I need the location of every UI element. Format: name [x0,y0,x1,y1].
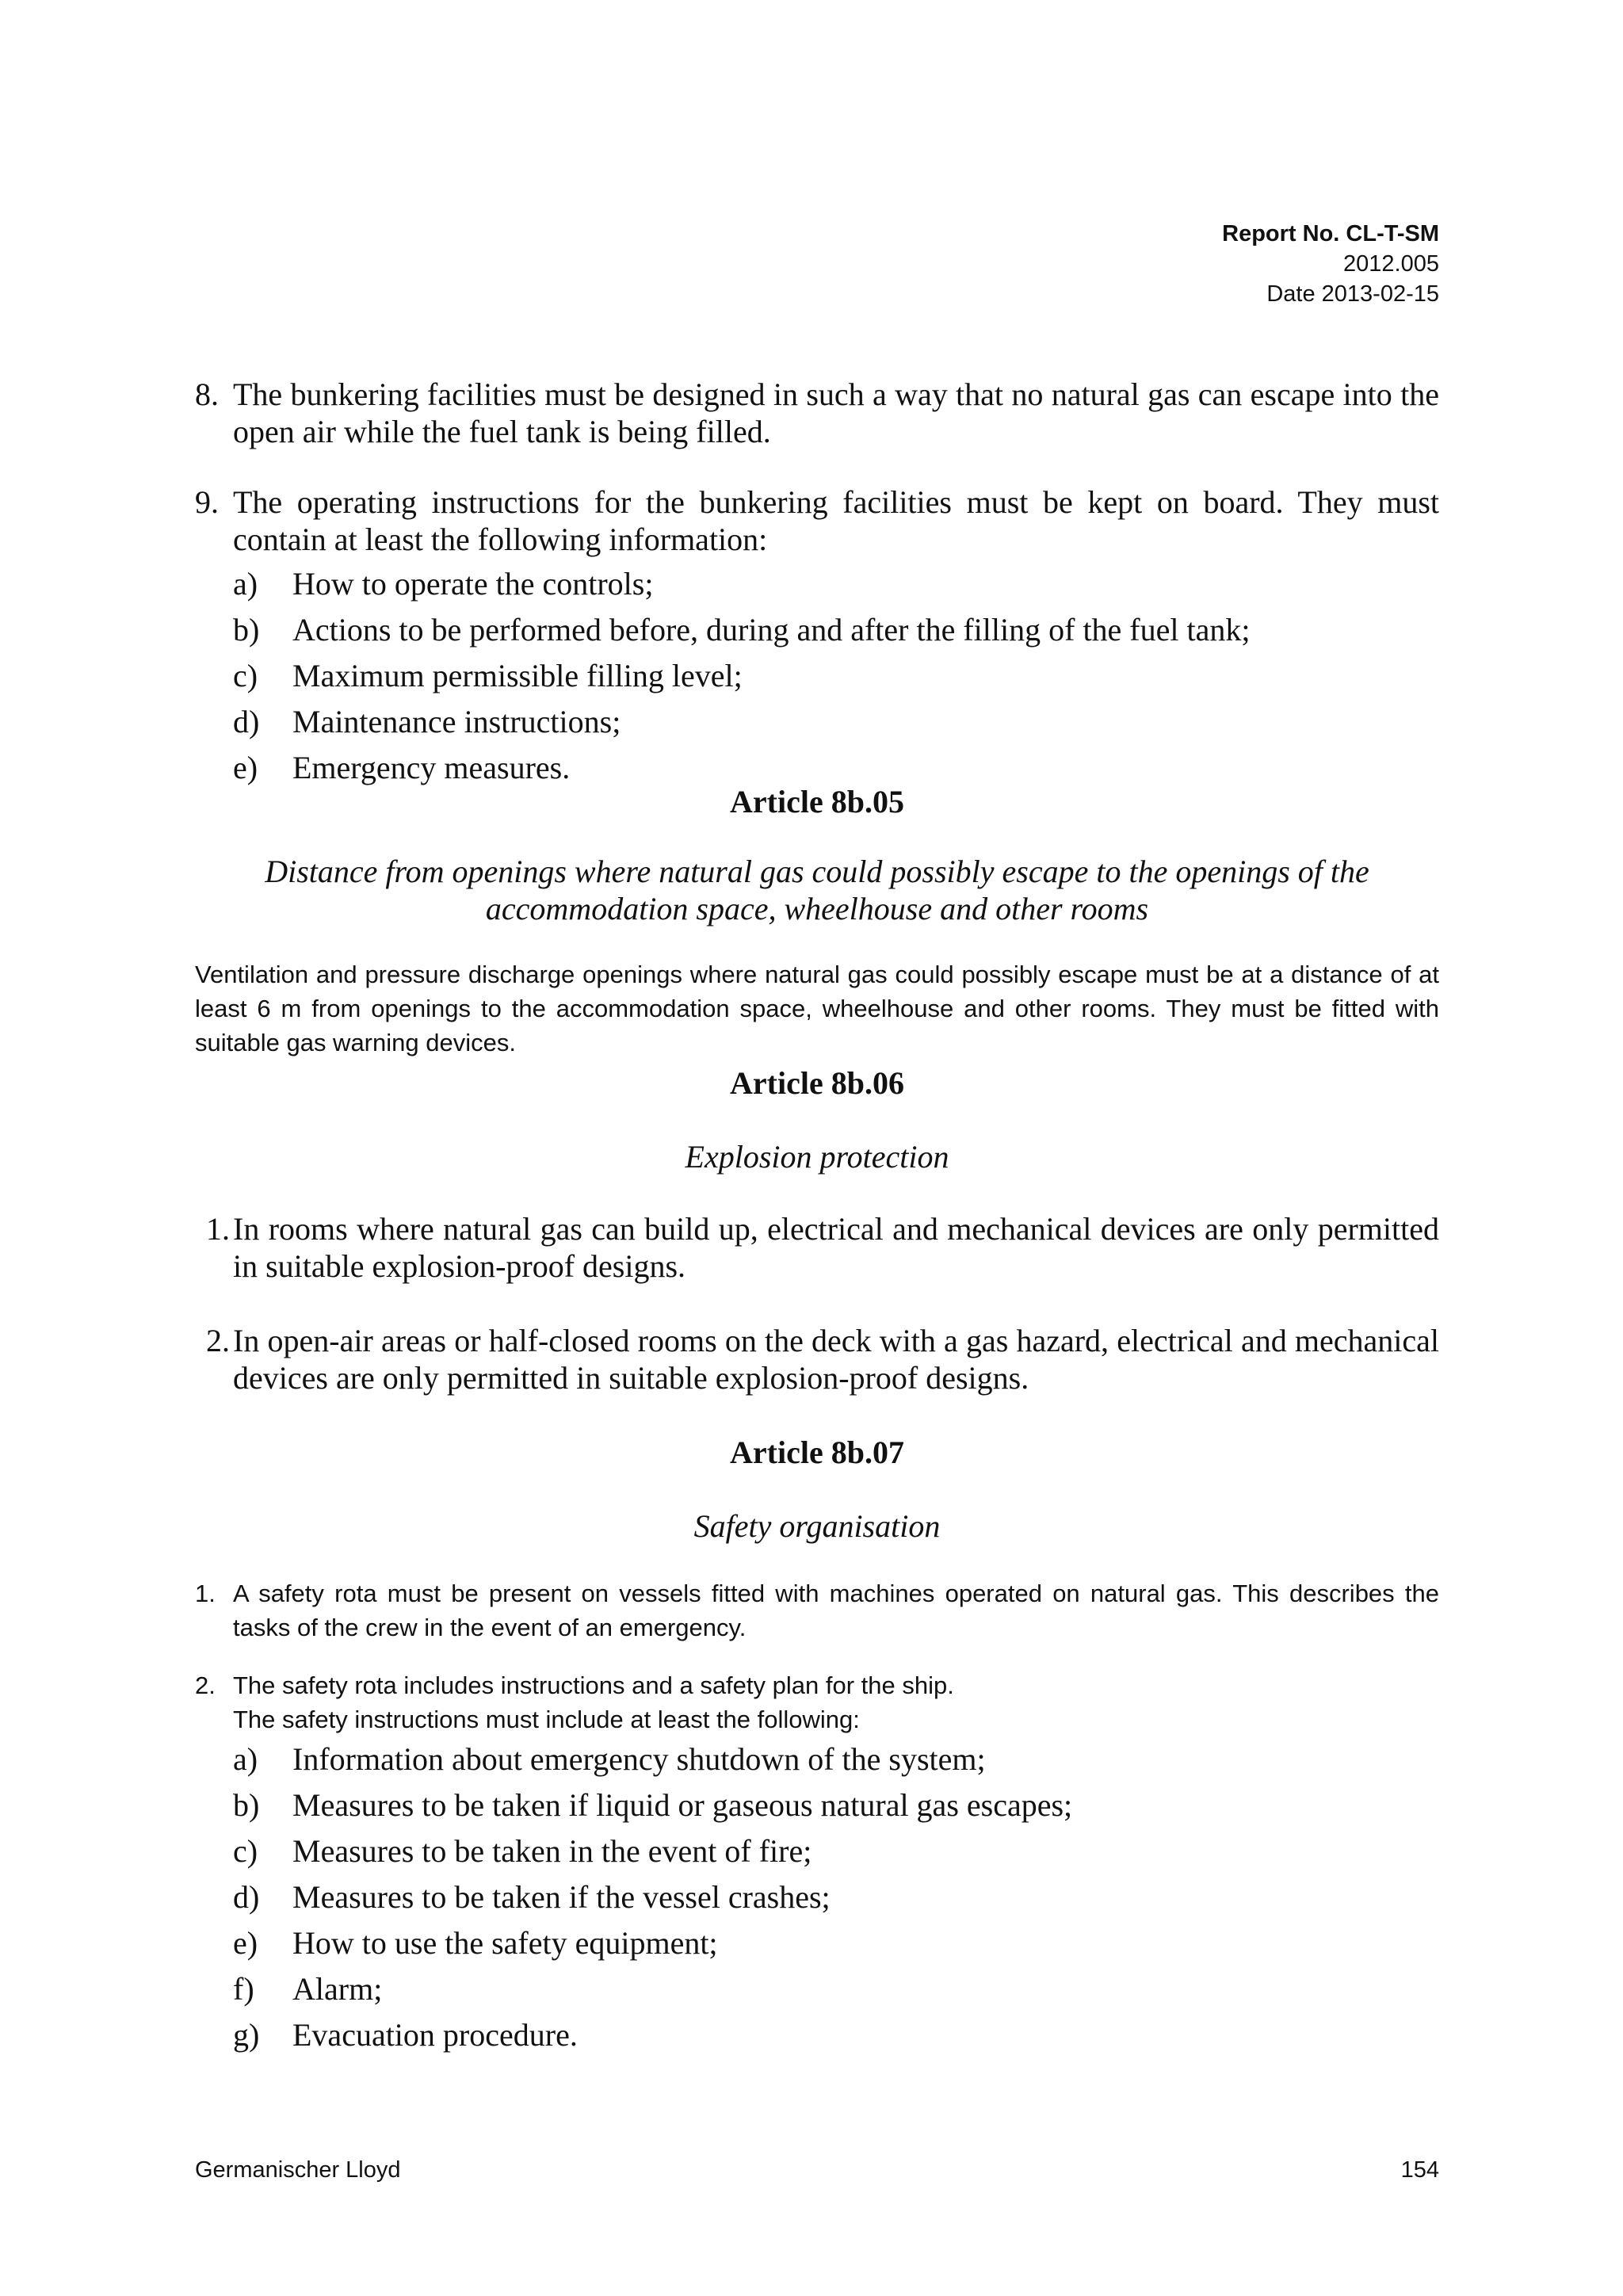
list-item: e) How to use the safety equipment; [233,1925,718,1961]
list-item: b) Actions to be performed before, during and after the filling of the fuel tank; [233,612,1251,648]
item-number: 9. [195,484,219,520]
list-item-1 [195,1210,1439,1285]
item-text: The bunkering facilities must be designed in such a way that no natural gas can escape into the open air while the fuel tank is being filled. [233,376,1439,449]
list-item: c) Maximum permissible filling level; [233,658,743,693]
article-8b06-title: Article 8b.06 [730,1065,904,1101]
article-8b07-subtitle: Safety organisation [693,1508,941,1544]
article-8b05-body: Ventilation and pressure discharge openings where natural gas could possibly escape must be at a distance of at least 6 m from openings to the accommodation space, wheelhouse and other rooms. They must be fitted with suitable gas warning devices. [195,961,1439,1056]
list-item: a) How to operate the controls; [233,566,654,602]
article-8b05-subtitle: Distance from openings where natural gas could possibly escape to the openings of the accommodation space, wheelhouse and other rooms [265,854,1369,926]
item-number: 1. [195,1580,216,1607]
item-number: 2. [206,1323,230,1358]
list-item-8 [195,376,1439,450]
list-item: d) Maintenance instructions; [233,704,621,739]
list-item: g) Evacuation procedure. [233,2017,578,2053]
list-item: d) Measures to be taken if the vessel crashes; [233,1879,831,1915]
list-item: b) Measures to be taken if liquid or gaseous natural gas escapes; [233,1787,1073,1823]
main-content [195,376,1439,2058]
item-text: In rooms where natural gas can build up, electrical and mechanical devices are only permitted in suitable explosion-proof designs. [233,1211,1439,1284]
report-number-label: Report No. CL-T-SM [1222,221,1439,246]
footer-company: Germanischer Lloyd [195,2157,401,2183]
list-item: c) Measures to be taken in the event of fire; [233,1833,812,1869]
list-item: a) Information about emergency shutdown of the system; [233,1741,986,1777]
operating-info-list [233,561,1439,791]
safety-item-1 [195,1576,1439,1645]
report-date: Date 2013-02-15 [1266,281,1439,307]
page-footer [195,2157,1439,2183]
item-text: In open-air areas or half-closed rooms on the deck with a gas hazard, electrical and mechanical devices are only permitted in suitable explosion-proof designs. [233,1323,1439,1396]
item-number: 2. [195,1671,216,1699]
report-number-value: 2012.005 [1343,251,1439,277]
item-text: The operating instructions for the bunkering facilities must be kept on board. They must contain at least the following information: [233,484,1439,557]
item-number: 8. [195,376,219,412]
page-number: 154 [1400,2157,1439,2183]
article-8b06-subtitle: Explosion protection [685,1139,949,1175]
safety-item-2 [195,1668,1439,1736]
list-item-2 [195,1322,1439,1396]
safety-instructions-list [233,1736,1439,2058]
item-number: 1. [206,1211,230,1247]
item-text: The safety rota includes instructions and a safety plan for the ship. The safety instructions must include at least the following: [233,1671,954,1733]
article-8b07-title: Article 8b.07 [730,1435,904,1470]
list-item: e) Emergency measures. [233,750,571,785]
list-item: f) Alarm; [233,1971,383,2007]
report-header [1222,219,1439,309]
article-8b05-title: Article 8b.05 [730,784,904,819]
item-text: A safety rota must be present on vessels fitted with machines operated on natural gas. This describes the tasks of the crew in the event of an emergency. [233,1580,1439,1641]
list-item-9 [195,483,1439,558]
